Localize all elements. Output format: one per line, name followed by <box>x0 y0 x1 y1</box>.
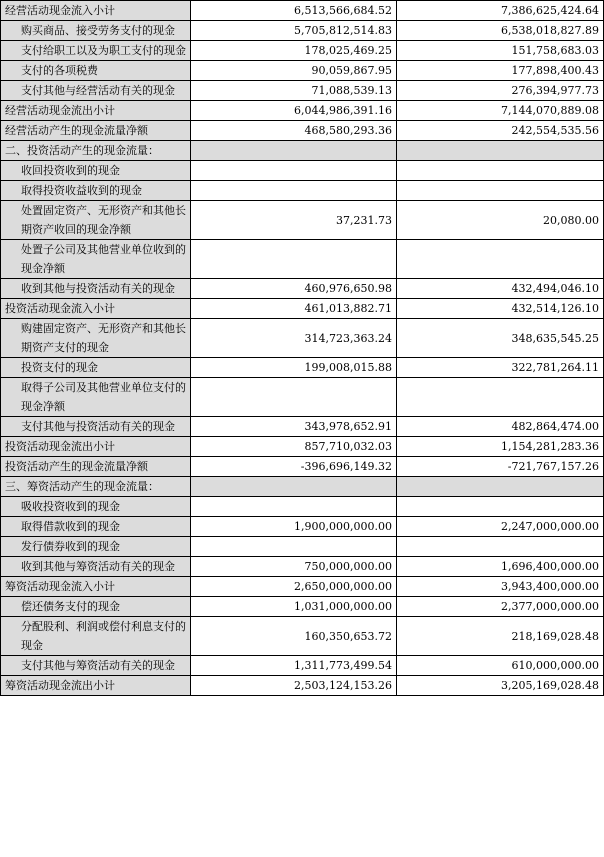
table-row <box>1 21 604 41</box>
cash-flow-table-body <box>1 1 604 696</box>
current-period-value: 314,723,363.24 <box>191 319 397 358</box>
table-row <box>1 41 604 61</box>
row-label: 取得借款收到的现金 <box>1 517 191 537</box>
current-period-value <box>191 537 397 557</box>
previous-period-value <box>397 477 604 497</box>
current-period-value: 160,350,653.72 <box>191 617 397 656</box>
table-row <box>1 299 604 319</box>
previous-period-value: 177,898,400.43 <box>397 61 604 81</box>
previous-period-value <box>397 378 604 417</box>
row-label: 分配股利、利润或偿付利息支付的现金 <box>1 617 191 656</box>
current-period-value: 750,000,000.00 <box>191 557 397 577</box>
table-row <box>1 577 604 597</box>
previous-period-value: 7,144,070,889.08 <box>397 101 604 121</box>
row-label: 投资支付的现金 <box>1 358 191 378</box>
previous-period-value: 1,154,281,283.36 <box>397 437 604 457</box>
current-period-value: 1,031,000,000.00 <box>191 597 397 617</box>
row-label: 投资活动现金流入小计 <box>1 299 191 319</box>
previous-period-value: 432,514,126.10 <box>397 299 604 319</box>
row-label: 支付其他与经营活动有关的现金 <box>1 81 191 101</box>
previous-period-value: 3,205,169,028.48 <box>397 676 604 696</box>
previous-period-value: 432,494,046.10 <box>397 279 604 299</box>
table-row <box>1 378 604 417</box>
row-label: 处置子公司及其他营业单位收到的现金净额 <box>1 240 191 279</box>
table-row <box>1 617 604 656</box>
table-row <box>1 61 604 81</box>
previous-period-value: 2,377,000,000.00 <box>397 597 604 617</box>
row-label: 取得子公司及其他营业单位支付的现金净额 <box>1 378 191 417</box>
previous-period-value: 6,538,018,827.89 <box>397 21 604 41</box>
row-label: 筹资活动现金流出小计 <box>1 676 191 696</box>
current-period-value: 2,503,124,153.26 <box>191 676 397 696</box>
table-row <box>1 517 604 537</box>
section-title: 二、投资活动产生的现金流量： <box>1 141 191 161</box>
row-label: 购建固定资产、无形资产和其他长期资产支付的现金 <box>1 319 191 358</box>
row-label: 收到其他与投资活动有关的现金 <box>1 279 191 299</box>
previous-period-value: 482,864,474.00 <box>397 417 604 437</box>
row-label: 投资活动现金流出小计 <box>1 437 191 457</box>
previous-period-value: 7,386,625,424.64 <box>397 1 604 21</box>
previous-period-value: 348,635,545.25 <box>397 319 604 358</box>
table-row <box>1 81 604 101</box>
table-row <box>1 597 604 617</box>
section-header-row <box>1 141 604 161</box>
current-period-value: 37,231.73 <box>191 201 397 240</box>
previous-period-value: 610,000,000.00 <box>397 656 604 676</box>
table-row <box>1 121 604 141</box>
previous-period-value: 2,247,000,000.00 <box>397 517 604 537</box>
current-period-value <box>191 181 397 201</box>
table-row <box>1 417 604 437</box>
current-period-value: -396,696,149.32 <box>191 457 397 477</box>
current-period-value: 1,311,773,499.54 <box>191 656 397 676</box>
previous-period-value: 1,696,400,000.00 <box>397 557 604 577</box>
row-label: 发行债券收到的现金 <box>1 537 191 557</box>
row-label: 筹资活动现金流入小计 <box>1 577 191 597</box>
current-period-value: 6,044,986,391.16 <box>191 101 397 121</box>
row-label: 经营活动产生的现金流量净额 <box>1 121 191 141</box>
previous-period-value <box>397 497 604 517</box>
current-period-value <box>191 141 397 161</box>
previous-period-value: 322,781,264.11 <box>397 358 604 378</box>
table-row <box>1 497 604 517</box>
current-period-value: 2,650,000,000.00 <box>191 577 397 597</box>
table-row <box>1 676 604 696</box>
table-row <box>1 319 604 358</box>
section-title: 三、筹资活动产生的现金流量： <box>1 477 191 497</box>
table-row <box>1 537 604 557</box>
current-period-value: 343,978,652.91 <box>191 417 397 437</box>
previous-period-value: 20,080.00 <box>397 201 604 240</box>
current-period-value: 199,008,015.88 <box>191 358 397 378</box>
current-period-value <box>191 497 397 517</box>
current-period-value <box>191 240 397 279</box>
previous-period-value: 276,394,977.73 <box>397 81 604 101</box>
current-period-value: 178,025,469.25 <box>191 41 397 61</box>
previous-period-value <box>397 240 604 279</box>
current-period-value: 90,059,867.95 <box>191 61 397 81</box>
row-label: 吸收投资收到的现金 <box>1 497 191 517</box>
table-row <box>1 1 604 21</box>
previous-period-value <box>397 537 604 557</box>
table-row <box>1 656 604 676</box>
table-row <box>1 101 604 121</box>
current-period-value <box>191 378 397 417</box>
previous-period-value: 3,943,400,000.00 <box>397 577 604 597</box>
table-row <box>1 279 604 299</box>
current-period-value: 1,900,000,000.00 <box>191 517 397 537</box>
row-label: 取得投资收益收到的现金 <box>1 181 191 201</box>
previous-period-value: 151,758,683.03 <box>397 41 604 61</box>
table-row <box>1 181 604 201</box>
row-label: 处置固定资产、无形资产和其他长期资产收回的现金净额 <box>1 201 191 240</box>
table-row <box>1 457 604 477</box>
current-period-value <box>191 161 397 181</box>
table-row <box>1 437 604 457</box>
row-label: 支付的各项税费 <box>1 61 191 81</box>
row-label: 收回投资收到的现金 <box>1 161 191 181</box>
current-period-value: 6,513,566,684.52 <box>191 1 397 21</box>
current-period-value: 461,013,882.71 <box>191 299 397 319</box>
current-period-value: 460,976,650.98 <box>191 279 397 299</box>
row-label: 购买商品、接受劳务支付的现金 <box>1 21 191 41</box>
row-label: 经营活动现金流入小计 <box>1 1 191 21</box>
table-row <box>1 358 604 378</box>
previous-period-value <box>397 141 604 161</box>
current-period-value <box>191 477 397 497</box>
table-row <box>1 201 604 240</box>
table-row <box>1 240 604 279</box>
row-label: 支付给职工以及为职工支付的现金 <box>1 41 191 61</box>
table-row <box>1 161 604 181</box>
previous-period-value: 242,554,535.56 <box>397 121 604 141</box>
table-row <box>1 557 604 577</box>
row-label: 经营活动现金流出小计 <box>1 101 191 121</box>
previous-period-value <box>397 161 604 181</box>
previous-period-value: 218,169,028.48 <box>397 617 604 656</box>
previous-period-value <box>397 181 604 201</box>
current-period-value: 71,088,539.13 <box>191 81 397 101</box>
current-period-value: 857,710,032.03 <box>191 437 397 457</box>
section-header-row <box>1 477 604 497</box>
row-label: 投资活动产生的现金流量净额 <box>1 457 191 477</box>
previous-period-value: -721,767,157.26 <box>397 457 604 477</box>
row-label: 收到其他与筹资活动有关的现金 <box>1 557 191 577</box>
current-period-value: 468,580,293.36 <box>191 121 397 141</box>
row-label: 支付其他与筹资活动有关的现金 <box>1 656 191 676</box>
row-label: 偿还债务支付的现金 <box>1 597 191 617</box>
row-label: 支付其他与投资活动有关的现金 <box>1 417 191 437</box>
current-period-value: 5,705,812,514.83 <box>191 21 397 41</box>
